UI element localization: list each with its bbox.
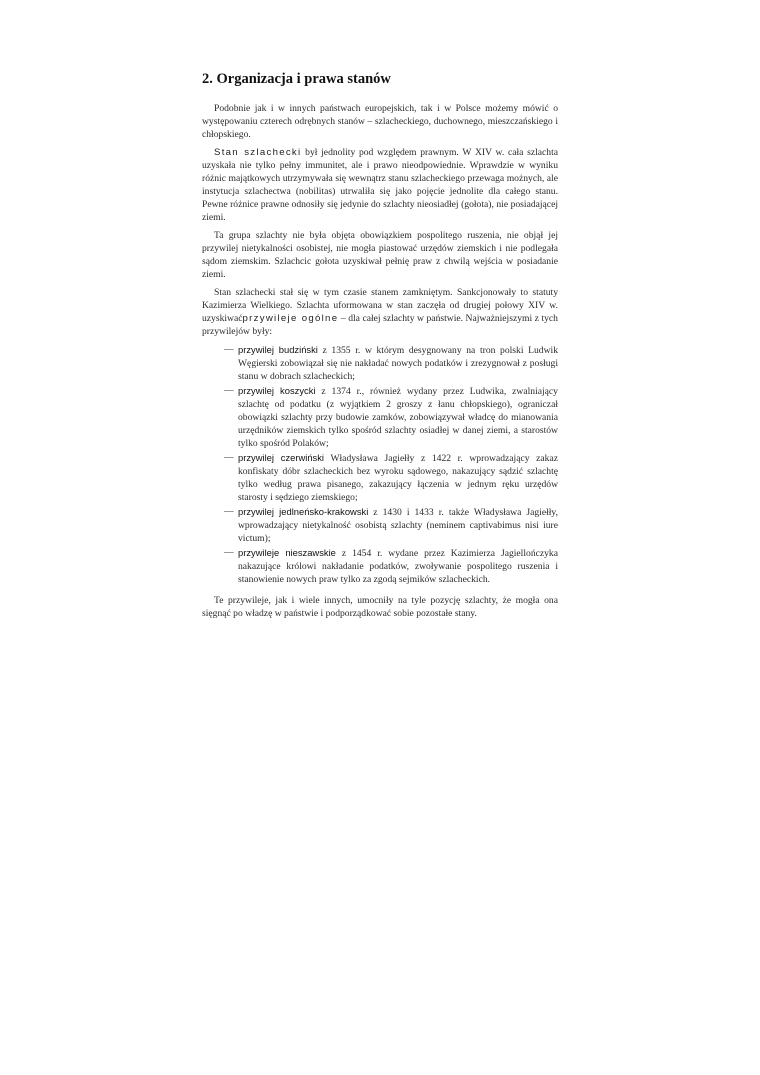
privilege-text: Władysława Jagiełły z 1422 r. wprowadzający zakaz konfiskaty dóbr szlacheckich bez wyroku sądowego, nakazujący sądzić szlachtę tylko według prawa pisanego, zakazujący łączenia w jednym ręku urzędów starosty i sędziego ziemskiego;: [238, 453, 558, 503]
dash-marker: —: [224, 344, 234, 355]
stan-szlachecki-paragraph: [202, 146, 558, 224]
paragraph-text: – dla całej szlachty w państwie. Najważniejszymi z tych przywilejów były:: [202, 313, 558, 337]
list-item: [202, 384, 558, 450]
dash-marker: —: [224, 385, 234, 396]
list-item: [202, 451, 558, 504]
privilege-name: przywilej czerwiński: [238, 452, 325, 463]
privilege-text: z 1430 i 1433 r. także Władysława Jagiełły, wprowadzający nietykalność osobistą szlachty (neminem captivabimus nisi iure victum);: [238, 507, 558, 544]
document-page: [202, 70, 558, 625]
privilege-name: przywileje nieszawskie: [238, 547, 336, 558]
intro-paragraph: Podobnie jak i w innych państwach europejskich, tak i w Polsce możemy mówić o występowaniu czterech odrębnych stanów – szlacheckiego, duchownego, mieszczańskiego i chłopskiego.: [202, 103, 558, 140]
privilege-name: przywilej budziński: [238, 344, 318, 355]
dash-marker: —: [224, 452, 234, 463]
privilege-text: z 1454 r. wydane przez Kazimierza Jagiellończyka nakazujące królowi nakładanie podatków, zwoływanie pospolitego ruszenia i stanowienie nowych praw tylko za zgodą sejmików szlacheckich.: [238, 548, 558, 585]
spaced-term-przywileje-ogolne: przywileje ogólne: [242, 313, 339, 324]
paragraph-text: był jednolity pod względem prawnym. W XIV w. cała szlachta uzyskała nie tylko pełny immunitet, ale i prawo nieodpowiednie. Wprawdzie w wyniku różnic majątkowych utrzymywała się wewnątrz stanu szlacheckiego przewaga możnych, ale instytucja szlachectwa (nobilitas) utrwaliła się jako pojęcie jednolite dla całego stanu. Pewne różnice prawne odnosiły się jedynie do szlachty nieosiadłej (gołota), nie posiadającej ziemi.: [202, 147, 558, 223]
dash-marker: —: [224, 547, 234, 558]
privilege-name: przywilej koszycki: [238, 385, 316, 396]
list-item: [202, 505, 558, 545]
golota-paragraph: Ta grupa szlachty nie była objęta obowiązkiem pospolitego ruszenia, nie objął jej przywilej nietykalności osobistej, nie mogła piastować urzędów ziemskich i nie podlegała sądom ziemskim. Szlachcic gołota uzyskiwał pełnię praw z chwilą wejścia w posiadanie ziemi.: [202, 230, 558, 280]
privilege-text: z 1355 r. w którym desygnowany na tron polski Ludwik Węgierski zobowiązał się nie nakładać nowych podatków i zrezygnował z posługi stanu w dobrach szlacheckich;: [238, 345, 558, 382]
section-heading: 2. Organizacja i prawa stanów: [202, 71, 391, 87]
przywileje-paragraph: [202, 286, 558, 338]
list-item: [202, 546, 558, 586]
privilege-text: z 1374 r., również wydany przez Ludwika, zwalniający szlachtę od podatku (z wyjątkiem 2 groszy z łanu chłopskiego), ograniczał obowiązki szlachty przy budowie zamków, zobowiązywał władcę do mianowania urzędników ziemskich tylko spośród szlachty osiadłej w danej ziemi, a starostów tylko spośród Polaków;: [238, 386, 558, 449]
spaced-term-stan-szlachecki: Stan szlachecki: [214, 147, 302, 158]
dash-marker: —: [224, 506, 234, 517]
privileges-list: [202, 343, 558, 586]
privilege-name: przywilej jedlneńsko-krakowski: [238, 506, 369, 517]
list-item: [202, 343, 558, 383]
paragraph-text: Stan szlachecki stał się w tym czasie stanem zamkniętym. Sankcjonowały to statuty Kazimierza Wielkiego. Szlachta uformowana w stan zaczęła od drugiej połowy XIV w. uzyskiwać: [202, 287, 558, 324]
closing-paragraph: Te przywileje, jak i wiele innych, umocniły na tyle pozycję szlachty, że mogła ona sięgnąć po władzę w państwie i podporządkować sobie pozostałe stany.: [202, 595, 558, 619]
